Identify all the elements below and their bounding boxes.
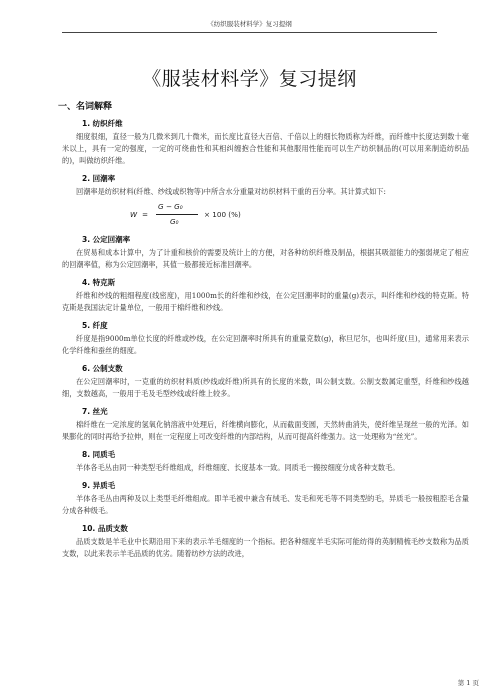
term-title-heterogeneous-wool: 9. 异质毛 [82,481,116,490]
term-text-fiber: 细度很细，直径一般为几微米到几十微米，而长度比直径大百倍、千倍以上的细长物质称为纤维，而纤维中长度达到数十毫米以上，具有一定的强度，一定的可绕曲性和其相纠缠抱合性能和其他服用性能而可以生产纺织制品的(可以用来制造纺织品的)，叫做纺织纤维。 [62,132,469,165]
term-text-quality-count: 品质支数是羊毛业中长期沿用下来的表示羊毛细度的一个指标。把各种细度羊毛实际可能纺得的英制精梳毛纱支数称为品质支数，以此来表示羊毛品质的优劣。随着纺纱方法的改进， [62,537,469,558]
term-text-mercerization: 棉纤维在一定浓度的氢氧化钠溶液中处理后，纤维横向膨化，从而截面变圆，天然转曲消失，使纤维呈现丝一般的光泽。如果膨化的同时再给予拉伸，则在一定程度上可改变纤维的内部结构，从而可提高纤维强力。这一处理称为“丝光”。 [62,420,469,441]
term-text-moisture-regain: 回潮率是纺织材料(纤维、纱线或织物等)中所含水分重量对纺织材料干重的百分率。其计算式如下: [76,187,386,196]
formula-equals: = [142,210,149,219]
term-text-official-regain: 在贸易和成本计算中，为了计重和核价的需要及统计上的方便，对各种纺织纤维及制品，根据其吸湿能力的强弱规定了相应的回潮率值，称为公定回潮率，其值一般都接近标准回潮率。 [62,248,469,269]
term-title-fiber: 1. 纺织纤维 [82,119,123,128]
page-number: 第 1 页 [457,679,479,687]
term-title-metric-count: 6. 公制支数 [82,364,123,373]
term-title-moisture-regain: 2. 回潮率 [82,174,116,183]
formula-denominator: G₀ [170,217,179,226]
formula-multiplier: × 100 (%) [204,210,241,219]
term-title-official-regain: 3. 公定回潮率 [82,235,131,244]
formula-lhs: W [130,210,138,219]
section-heading: 一、名词解释 [58,102,113,112]
document-body [58,99,469,560]
document-title: 《服装材料学》复习提纲 [142,68,357,90]
formula-fraction-bar [156,214,198,215]
term-title-tex: 4. 特克斯 [82,278,116,287]
moisture-regain-formula [130,202,469,228]
term-title-homogeneous-wool: 8. 同质毛 [82,450,116,459]
term-text-denier: 纤度是指9000m单位长度的纤维或纱线，在公定回潮率时所具有的重量克数(g)，称旦尼尔，也叫纤度(旦)，通常用来表示化学纤维和蚕丝的细度。 [62,334,469,355]
term-title-quality-count: 10. 品质支数 [82,524,128,533]
term-text-metric-count: 在公定回潮率时，一克重的纺织材料质(纱线或纤维)所具有的长度的米数，叫公制支数。公制支数属定重型，纤维和纱线越细，支数越高，一般用于毛及毛型纱线或纤维上较多。 [62,377,469,398]
term-title-mercerization: 7. 丝光 [82,407,108,416]
formula-numerator: G − G₀ [158,202,183,211]
term-text-heterogeneous-wool: 羊体各毛丛由两种及以上类型毛纤维组成。即羊毛被中兼含有绒毛、发毛和死毛等不同类型的毛，异质毛一般按粗腔毛含量分成各种级毛。 [62,494,469,515]
term-text-tex: 纤维和纱线的粗细程度(线密度)，用1000m长的纤维和纱线，在公定回潮率时的重量(g)表示，叫纤维和纱线的特克斯。特克斯是我国法定计量单位，一般用于棉纤维和纱线。 [62,291,469,312]
term-text-homogeneous-wool: 羊体各毛丛由同一种类型毛纤维组成，纤维细度、长度基本一致。同质毛一搬按细度分成各种支数毛。 [76,463,400,472]
running-header: 《纺织服装材料学》复习提纲 [62,18,437,33]
term-title-denier: 5. 纤度 [82,321,108,330]
